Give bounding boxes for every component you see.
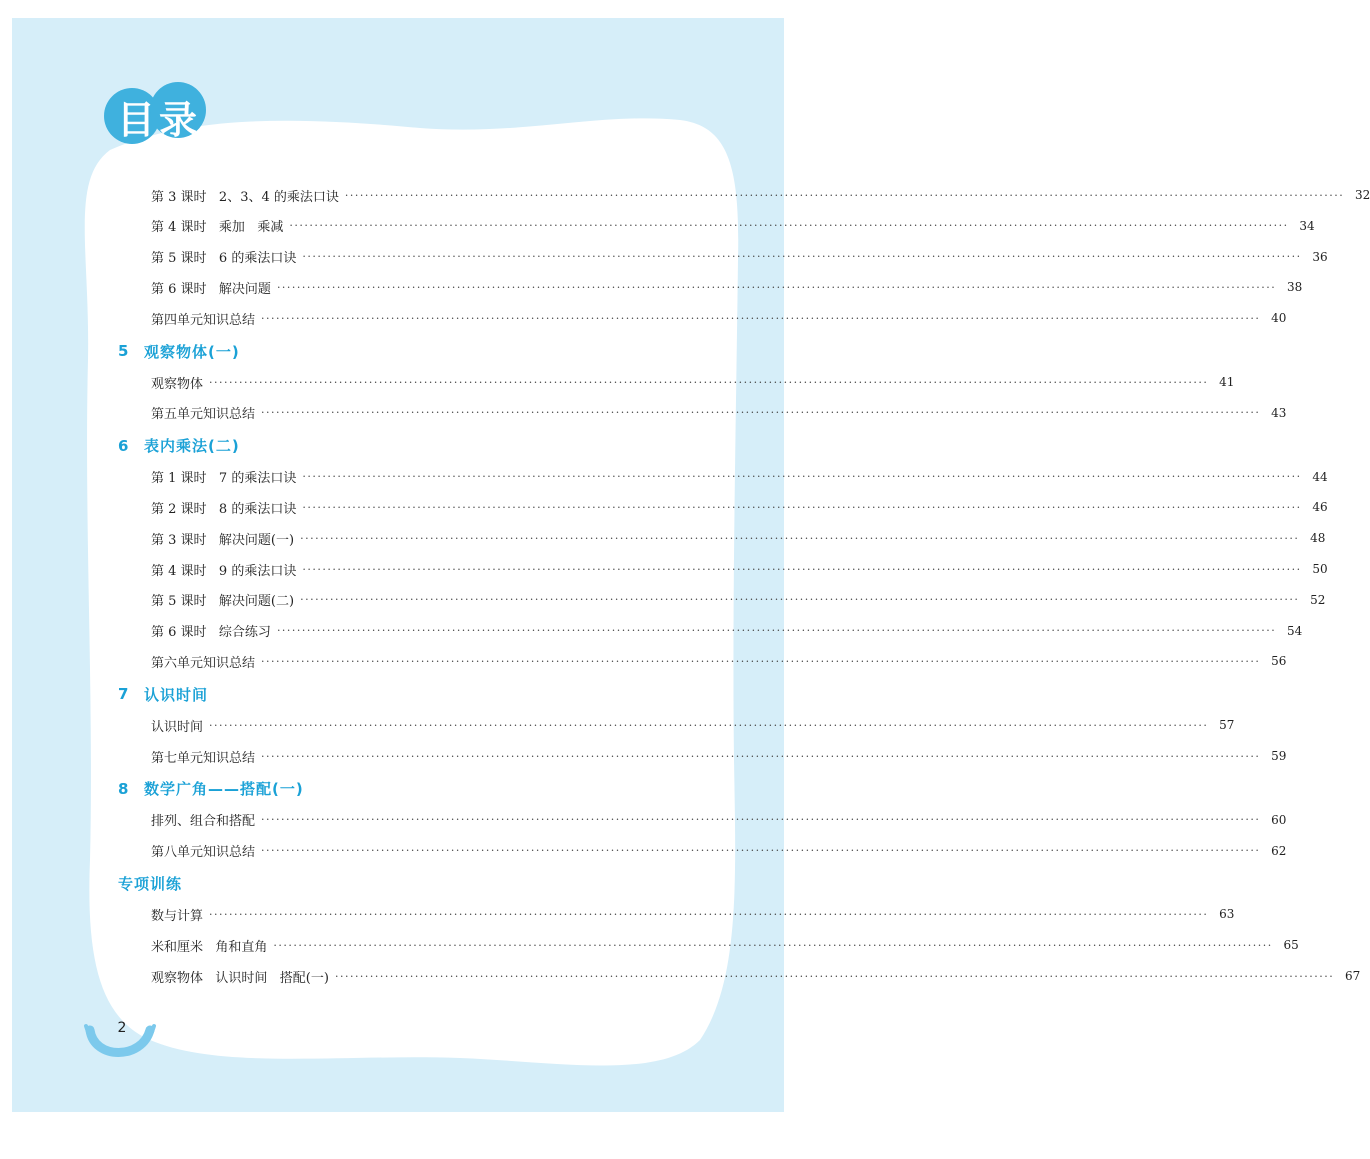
toc-entry-label: 第七单元知识总结	[151, 750, 256, 766]
toc-entry-page: 67	[1345, 969, 1361, 983]
toc-title-badge	[104, 82, 214, 144]
toc-section-heading[interactable]	[118, 681, 208, 707]
toc-entry-page: 52	[1310, 592, 1326, 607]
toc-entry[interactable]	[151, 588, 1326, 612]
dot-leader: ········································································································································································································	[276, 624, 1277, 638]
section-number: 5	[118, 342, 129, 360]
toc-entry[interactable]	[151, 526, 1326, 550]
dot-leader: ········································································································································································································	[261, 654, 1261, 668]
dot-leader: ········································································································································································································	[209, 907, 1209, 921]
toc-entry-label: 第五单元知识总结	[151, 407, 256, 423]
toc-entry-label: 观察物体	[151, 376, 204, 392]
toc-entry-page: 56	[1271, 654, 1287, 669]
toc-entry-page: 32	[1354, 188, 1370, 202]
toc-entry[interactable]	[151, 713, 1235, 737]
toc-entry-page: 40	[1271, 311, 1287, 326]
dot-leader: ········································································································································································································	[261, 844, 1261, 858]
toc-entry[interactable]	[151, 370, 1235, 394]
toc-entry-page: 57	[1219, 718, 1235, 733]
dot-leader: ········································································································································································································	[334, 969, 1335, 983]
dot-leader: ········································································································································································································	[261, 813, 1261, 827]
toc-entry-page: 46	[1312, 500, 1328, 515]
dot-leader: ········································································································································································································	[302, 500, 1302, 514]
toc-entry-label: 第 6 课时 解决问题	[151, 281, 271, 297]
section-number: 7	[118, 685, 129, 704]
toc-section-heading[interactable]	[118, 870, 182, 896]
toc-entry-label: 第 5 课时 6 的乘法口诀	[151, 251, 297, 267]
toc-entry[interactable]	[151, 744, 1287, 768]
dot-leader: ········································································································································································································	[302, 562, 1302, 576]
dot-leader: ········································································································································································································	[302, 470, 1302, 484]
toc-entry[interactable]	[151, 245, 1328, 269]
toc-entry-label: 排列、组合和搭配	[151, 814, 256, 830]
toc-entry[interactable]	[151, 183, 1370, 207]
toc-entry-page: 34	[1299, 218, 1315, 233]
dot-leader: ········································································································································································································	[261, 406, 1261, 420]
toc-entry[interactable]	[151, 557, 1328, 581]
toc-entry-label: 第 4 课时 乘加 乘减	[151, 220, 284, 236]
section-name: 专项训练	[118, 874, 183, 893]
toc-entry[interactable]	[151, 214, 1315, 238]
toc-entry-label: 第 3 课时 解决问题(一)	[151, 532, 295, 548]
toc-entry[interactable]	[151, 964, 1361, 988]
toc-entry-page: 59	[1271, 749, 1287, 763]
dot-leader: ········································································································································································································	[261, 311, 1261, 325]
dot-leader: ········································································································································································································	[209, 375, 1209, 389]
toc-entry-page: 36	[1312, 249, 1328, 264]
toc-entry-label: 第 5 课时 解决问题(二)	[151, 594, 295, 610]
toc-entry-label: 第四单元知识总结	[151, 312, 256, 328]
toc-entry-label: 观察物体 认识时间 搭配(一)	[151, 970, 329, 986]
toc-entry[interactable]	[151, 902, 1235, 926]
toc-entry-label: 第 2 课时 8 的乘法口诀	[151, 501, 297, 517]
dot-leader: ········································································································································································································	[302, 250, 1302, 264]
dot-leader: ········································································································································································································	[261, 749, 1261, 763]
dot-leader: ········································································································································································································	[300, 593, 1300, 607]
toc-entry-page: 44	[1312, 469, 1328, 484]
dot-leader: ········································································································································································································	[289, 219, 1289, 233]
toc-entry-page: 41	[1219, 375, 1235, 389]
toc-entry-label: 认识时间	[151, 719, 204, 735]
dot-leader: ········································································································································································································	[209, 718, 1209, 732]
toc-entry-label: 第 4 课时 9 的乘法口诀	[151, 563, 297, 579]
toc-entry[interactable]	[151, 808, 1287, 832]
section-number: 8	[118, 779, 129, 798]
toc-title: 目录	[116, 97, 201, 142]
toc-entry-label: 米和厘米 角和直角	[151, 939, 268, 955]
toc-entry[interactable]	[151, 649, 1287, 673]
page-number: 2	[117, 1020, 127, 1036]
toc-entry-label: 第八单元知识总结	[151, 845, 256, 861]
toc-entry-page: 48	[1310, 531, 1326, 546]
toc-section-heading[interactable]	[118, 776, 304, 802]
section-name: 认识时间	[144, 685, 209, 704]
toc-entry-page: 43	[1271, 405, 1287, 420]
toc-entry-page: 62	[1271, 843, 1287, 858]
toc-entry-label: 第 6 课时 综合练习	[151, 625, 271, 641]
toc-entry-page: 63	[1219, 907, 1235, 922]
toc-entry[interactable]	[151, 839, 1287, 863]
section-name: 观察物体(一)	[144, 342, 240, 361]
toc-entry-label: 第 1 课时 7 的乘法口诀	[151, 471, 297, 487]
toc-entry-page: 54	[1286, 623, 1303, 638]
dot-leader: ········································································································································································································	[344, 188, 1345, 202]
toc-entry[interactable]	[151, 275, 1303, 299]
toc-section-heading[interactable]	[118, 433, 240, 459]
toc-entry[interactable]	[151, 401, 1287, 425]
section-name: 数学广角——搭配(一)	[144, 780, 304, 799]
toc-entry-page: 38	[1286, 280, 1303, 295]
dot-leader: ········································································································································································································	[276, 280, 1277, 294]
toc-entry[interactable]	[151, 933, 1299, 957]
toc-entry-label: 数与计算	[151, 908, 204, 924]
section-name: 表内乘法(二)	[144, 437, 240, 456]
toc-entry-page: 65	[1283, 938, 1299, 953]
toc-entry-page: 60	[1271, 812, 1287, 827]
toc-section-heading[interactable]	[118, 338, 240, 364]
section-number: 6	[118, 436, 129, 455]
toc-entry[interactable]	[151, 495, 1328, 519]
toc-entry-label: 第 3 课时 2、3、4 的乘法口诀	[151, 189, 339, 205]
toc-entry-label: 第六单元知识总结	[151, 655, 256, 671]
dot-leader: ········································································································································································································	[300, 531, 1300, 545]
dot-leader: ········································································································································································································	[273, 938, 1273, 952]
toc-entry[interactable]	[151, 465, 1328, 489]
toc-entry[interactable]	[151, 306, 1287, 330]
toc-entry[interactable]	[151, 619, 1303, 643]
toc-entry-page: 50	[1312, 562, 1328, 576]
